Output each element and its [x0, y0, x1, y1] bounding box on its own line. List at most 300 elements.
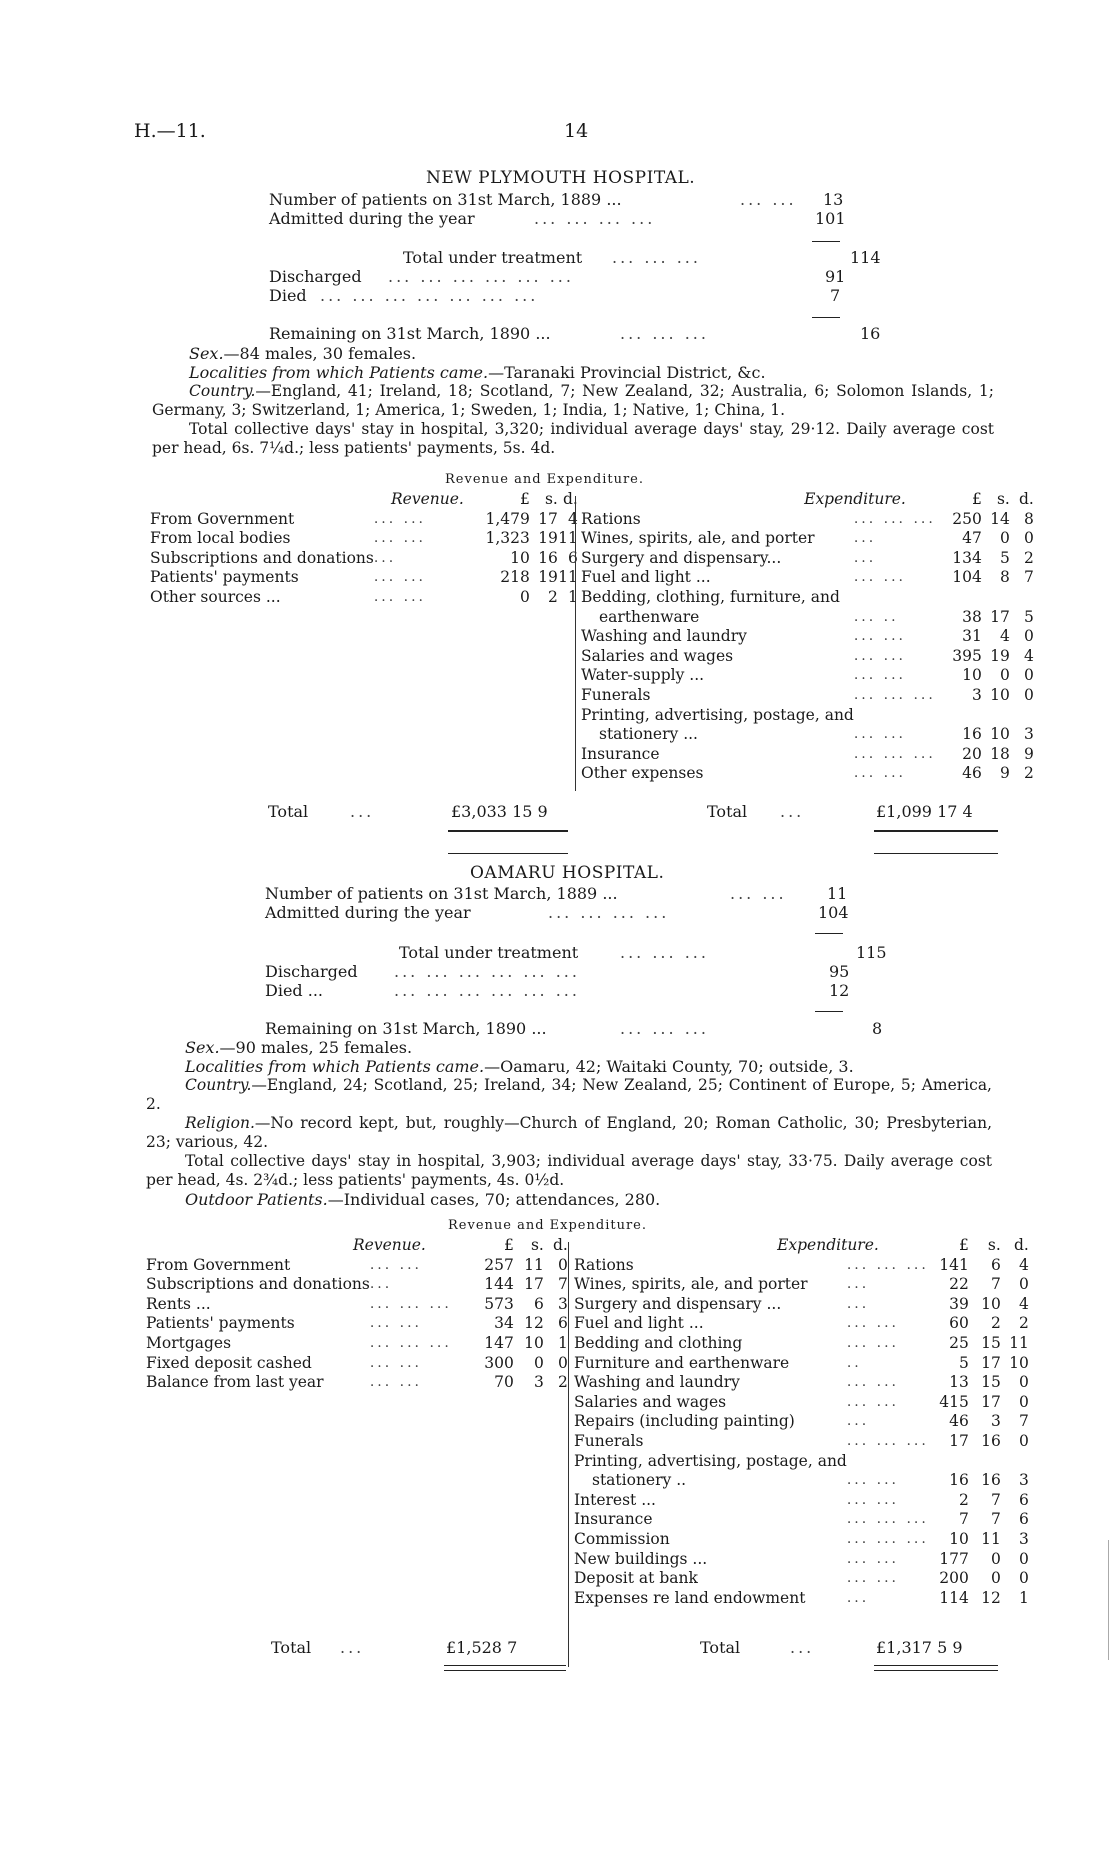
ledger-item: Insurance — [574, 1510, 653, 1529]
ledger-row — [574, 1530, 1029, 1550]
amount-pounds: 25 — [949, 1333, 969, 1352]
amount-pence: 4 — [1018, 1294, 1029, 1313]
amount-shillings: 17 — [990, 607, 1010, 626]
ledger-row — [150, 568, 578, 588]
amount-shillings: 17 — [524, 1275, 544, 1294]
leader-dots: ... ... — [369, 1374, 422, 1391]
ledger-item: Salaries and wages — [581, 646, 734, 665]
amount-pence: 0 — [557, 1255, 568, 1274]
np-patients-start-label: Number of patients on 31st March, 1889 ... — [269, 190, 622, 209]
om-admitted-value: 104 — [818, 903, 849, 922]
leader-dots: ... ... — [853, 647, 907, 664]
ledger-item: Repairs (including painting) — [574, 1412, 795, 1431]
leader-dots: ... ... ... — [846, 1511, 929, 1528]
amount-pence: 11 — [1009, 1333, 1029, 1352]
leader-dots: ... ... — [853, 667, 907, 684]
om-rev-total-label: Total — [271, 1638, 312, 1657]
leader-dots: ... ... — [846, 1334, 900, 1351]
amount-shillings: 17 — [981, 1353, 1001, 1372]
amount-pounds — [936, 588, 982, 608]
ledger-row — [581, 706, 1034, 726]
amount-shillings: 11 — [981, 1529, 1001, 1548]
amount-pounds: 13 — [949, 1373, 969, 1392]
amount-shillings: 0 — [999, 666, 1010, 685]
leader-dots: ... ... ... — [846, 1530, 929, 1547]
ledger-row — [146, 1354, 568, 1374]
np-exp-total-value: £1,099 17 4 — [876, 802, 973, 821]
amount-pounds: 20 — [962, 744, 982, 763]
leader-dots: ... — [853, 549, 877, 566]
ledger-item: Mortgages — [146, 1333, 232, 1352]
om-re-title: Revenue and Expenditure. — [448, 1218, 647, 1233]
ledger-item: Furniture and earthenware — [574, 1353, 790, 1372]
amount-shillings: 8 — [999, 568, 1010, 587]
ledger-item: New buildings ... — [574, 1549, 708, 1568]
ledger-row — [581, 725, 1034, 745]
ledger-item: Funerals — [574, 1431, 644, 1450]
leader-dots: ... ... — [846, 1374, 900, 1391]
ledger-item: Deposit at bank — [574, 1569, 698, 1588]
ledger-item: stationery ... — [599, 725, 698, 744]
leader-dots: ... ... ... — [853, 745, 936, 762]
ledger-row — [574, 1393, 1029, 1413]
om-discharged-label: Discharged — [265, 962, 358, 981]
ledger-item: From Government — [150, 509, 295, 528]
leader-dots: ... ... ... — [369, 1295, 452, 1312]
om-total-treatment-label: Total under treatment — [399, 943, 579, 962]
leader-dots: ... .. — [853, 608, 899, 625]
np-patients-start-value: 13 — [823, 190, 844, 209]
ledger-item: Commission — [574, 1529, 670, 1548]
amount-shillings: 19 — [538, 568, 558, 587]
ledger-item: Washing and laundry — [581, 627, 747, 646]
amount-pounds: 257 — [484, 1255, 514, 1274]
ledger-row — [574, 1491, 1029, 1511]
amount-shillings: 10 — [524, 1333, 544, 1352]
amount-pence: 10 — [1009, 1353, 1029, 1372]
amount-pounds: 16 — [962, 725, 982, 744]
amount-shillings: 12 — [981, 1588, 1001, 1607]
om-remaining-value: 8 — [872, 1019, 883, 1038]
amount-pounds: 573 — [484, 1294, 514, 1313]
om-sex-line: Sex.—90 males, 25 females. — [185, 1038, 413, 1057]
ledger-item: Subscriptions and donations — [146, 1275, 370, 1294]
leader-dots: ... ... ... — [853, 686, 936, 703]
amount-pounds: 22 — [949, 1275, 969, 1294]
amount-shillings: 19 — [538, 529, 558, 548]
ledger-row — [581, 529, 1034, 549]
amount-pence: 6 — [1018, 1510, 1029, 1529]
ledger-item: Fixed deposit cashed — [146, 1353, 312, 1372]
np-collective-paragraph: Total collective days' stay in hospital, 3,320; individual average days' stay, 29·12. Daily average cost per head, 6s. 7¼d.; less patients' payments, 5s. 4d. — [152, 420, 994, 457]
leader-dots: ... ... — [373, 510, 426, 527]
amount-pounds: 200 — [939, 1569, 969, 1588]
amount-shillings: 0 — [533, 1353, 544, 1372]
ledger-item: Washing and laundry — [574, 1373, 740, 1392]
amount-shillings: 3 — [990, 1412, 1001, 1431]
amount-pounds: 415 — [939, 1392, 969, 1411]
amount-pounds: 34 — [494, 1314, 514, 1333]
leader-dots: ... ... — [369, 1354, 422, 1371]
np-rev-total-value: £3,033 15 9 — [451, 802, 548, 821]
om-died-value: 12 — [829, 981, 850, 1000]
ledger-row — [150, 510, 578, 530]
ledger-row — [146, 1334, 568, 1354]
ledger-row — [581, 745, 1034, 765]
amount-shillings: 0 — [990, 1569, 1001, 1588]
om-revenue-table: Revenue. £ s. d. From Government ... ... 257 11 0 Subscriptions and donations ... 144 17 7 Rents ... ... ... ... 573 6 3 Patients' payments ... ... 34 12 6 Mortgages ... ... ... 147 10 1 Fixed deposit cashed ... ... 300 0 0 Balance from last year ... ... 70 3 2 — [146, 1236, 568, 1392]
amount-pence — [1010, 588, 1034, 608]
ledger-row — [574, 1510, 1029, 1530]
ledger-row — [574, 1373, 1029, 1393]
np-title: NEW PLYMOUTH HOSPITAL. — [426, 168, 696, 188]
ledger-row — [146, 1256, 568, 1276]
om-title: OAMARU HOSPITAL. — [470, 863, 665, 883]
amount-shillings: 10 — [990, 685, 1010, 704]
amount-pounds: 10 — [510, 548, 530, 567]
np-died-value: 7 — [830, 286, 841, 305]
amount-pounds: 395 — [952, 646, 982, 665]
amount-shillings: 6 — [990, 1255, 1001, 1274]
amount-pence: 6 — [567, 548, 578, 567]
amount-pounds: 47 — [962, 529, 982, 548]
amount-pence: 1 — [557, 1333, 568, 1352]
ledger-item: Surgery and dispensary... — [581, 548, 782, 567]
report-reference: H.—11. — [134, 120, 206, 142]
amount-shillings: 17 — [538, 509, 558, 528]
amount-shillings: 18 — [990, 744, 1010, 763]
leader-dots: ... ... — [373, 569, 426, 586]
amount-pence: 0 — [1023, 529, 1034, 548]
amount-pounds: 250 — [952, 509, 982, 528]
leader-dots: ... ... — [853, 628, 907, 645]
om-exp-total-label: Total — [700, 1638, 741, 1657]
amount-pence: 6 — [557, 1314, 568, 1333]
ledger-item: Expenses re land endowment — [574, 1588, 806, 1607]
page-number: 14 — [564, 120, 589, 142]
amount-shillings: 15 — [981, 1373, 1001, 1392]
amount-shillings: 5 — [999, 548, 1010, 567]
amount-pounds: 0 — [519, 587, 530, 606]
ledger-item: Balance from last year — [146, 1373, 324, 1392]
amount-pence: 2 — [1023, 548, 1034, 567]
ledger-item: Rations — [581, 509, 641, 528]
ledger-row — [574, 1589, 1029, 1609]
amount-pounds: 218 — [500, 568, 530, 587]
leader-dots: ... ... — [853, 726, 907, 743]
om-patients-start-label: Number of patients on 31st March, 1889 ... — [265, 884, 618, 903]
ledger-item: Other expenses — [581, 764, 704, 783]
amount-shillings: 14 — [990, 509, 1010, 528]
amount-pounds — [936, 706, 982, 726]
np-exp-total-label: Total — [707, 802, 748, 821]
amount-pounds: 2 — [958, 1490, 969, 1509]
leader-dots — [854, 706, 936, 726]
amount-pence: 11 — [558, 568, 578, 587]
leader-dots — [854, 588, 936, 608]
amount-pence: 0 — [1023, 627, 1034, 646]
ledger-item: Other sources ... — [150, 587, 281, 606]
np-remaining-label: Remaining on 31st March, 1890 ... — [269, 324, 551, 343]
ledger-item: Salaries and wages — [574, 1392, 727, 1411]
ledger-row — [146, 1373, 568, 1393]
leader-dots: ... ... — [846, 1472, 900, 1489]
amount-shillings: 0 — [990, 1549, 1001, 1568]
amount-pence: 2 — [1023, 764, 1034, 783]
amount-pounds: 7 — [958, 1510, 969, 1529]
om-collective-paragraph: Total collective days' stay in hospital, 3,903; individual average days' stay, 33·75. Daily average cost per head, 4s. 2¾d.; less patients' payments, 4s. 0½d. — [146, 1152, 992, 1189]
amount-shillings — [969, 1452, 1001, 1472]
ledger-item: Printing, advertising, postage, and — [581, 705, 854, 724]
np-expenditure-table: Expenditure. £ s. d. Rations ... ... ... 250 14 8 Wines, spirits, ale, and porter ... 47 0 0 Surgery and dispensary... ... 134 5 2 Fuel and light ... ... ... 104 8 7 Bedding, clothing, furniture, and earthenware ... .. 38 17 5 Washing and laundry ... ... 31 4 0 Salaries and wages ... ... 395 19 4 Water-supply ... ... ... 10 0 0 Funerals ... ... ... 3 10 0 Printing, advertising, postage, and stationery ... ... ... 16 10 3 Insurance ... ... ... 20 18 9 Other expenses ... ... 46 9 2 — [581, 490, 1034, 783]
ledger-item: Bedding, clothing, furniture, and — [581, 587, 840, 606]
om-expenditure-table: Expenditure. £ s. d. Rations ... ... ... 141 6 4 Wines, spirits, ale, and porter ... 22 7 0 Surgery and dispensary ... ... 39 10 4 Fuel and light ... ... ... 60 2 2 Bedding and clothing ... ... 25 15 11 Furniture and earthenware .. 5 17 10 Washing and laundry ... ... 13 15 0 Salaries and wages ... ... 415 17 0 Repairs (including painting) ... 46 3 7 Funerals ... ... ... 17 16 0 Printing, advertising, postage, and stationery .. ... ... 16 16 3 Interest ... ... ... 2 7 6 Insurance ... ... ... 7 7 6 Commission ... ... ... 10 11 3 New buildings ... ... ... 177 0 0 Deposit at bank ... ... 200 0 0 Expenses re land endowment ... 114 12 1 — [574, 1236, 1029, 1607]
leader-dots: ... ... — [846, 1491, 900, 1508]
amount-shillings: 2 — [990, 1314, 1001, 1333]
leader-dots: ... ... — [369, 1315, 422, 1332]
np-re-title: Revenue and Expenditure. — [445, 472, 644, 487]
ledger-item: Surgery and dispensary ... — [574, 1294, 782, 1313]
om-exp-total-value: £1,317 5 9 — [876, 1638, 963, 1657]
np-localities-line: Localities from which Patients came.—Taranaki Provincial District, &c. — [189, 363, 766, 382]
leader-dots: ... — [373, 549, 397, 566]
leader-dots: ... — [846, 1413, 870, 1430]
amount-pence: 0 — [1018, 1431, 1029, 1450]
amount-shillings: 16 — [538, 548, 558, 567]
np-total-treatment-value: 114 — [850, 248, 881, 267]
ledger-row — [581, 568, 1034, 588]
amount-pounds: 104 — [952, 568, 982, 587]
leader-dots: ... ... — [853, 765, 907, 782]
ledger-item: Patients' payments — [150, 568, 299, 587]
amount-pounds: 134 — [952, 548, 982, 567]
ledger-item: Insurance — [581, 744, 660, 763]
amount-pounds: 10 — [962, 666, 982, 685]
amount-pounds: 144 — [484, 1275, 514, 1294]
np-remaining-value: 16 — [860, 324, 881, 343]
ledger-item: Fuel and light ... — [574, 1314, 704, 1333]
om-patients-start-value: 11 — [827, 884, 848, 903]
amount-pence: 3 — [1023, 725, 1034, 744]
ledger-item: stationery .. — [592, 1471, 687, 1490]
leader-dots: ... — [846, 1589, 870, 1606]
amount-pounds: 3 — [971, 685, 982, 704]
amount-pence: 9 — [1023, 744, 1034, 763]
amount-pounds — [929, 1452, 969, 1472]
amount-pence: 7 — [557, 1275, 568, 1294]
leader-dots: ... ... — [846, 1393, 900, 1410]
ledger-item: Water-supply ... — [581, 666, 705, 685]
np-discharged-label: Discharged — [269, 267, 362, 286]
ledger-row — [574, 1432, 1029, 1452]
ledger-row — [574, 1334, 1029, 1354]
amount-pence: 8 — [1023, 509, 1034, 528]
amount-pounds: 177 — [939, 1549, 969, 1568]
amount-pounds: 17 — [949, 1431, 969, 1450]
amount-pounds: 31 — [962, 627, 982, 646]
amount-pence: 0 — [557, 1353, 568, 1372]
om-localities-line: Localities from which Patients came.—Oamaru, 42; Waitaki County, 70; outside, 3. — [185, 1057, 854, 1076]
np-rev-total-label: Total — [268, 802, 309, 821]
amount-shillings: 3 — [533, 1373, 544, 1392]
ledger-item: Printing, advertising, postage, and — [574, 1451, 847, 1470]
amount-pounds: 141 — [939, 1255, 969, 1274]
amount-pence: 4 — [567, 509, 578, 528]
amount-pounds: 46 — [962, 764, 982, 783]
leader-dots: ... — [846, 1295, 870, 1312]
np-discharged-value: 91 — [825, 267, 846, 286]
amount-pounds: 10 — [949, 1529, 969, 1548]
ledger-row — [146, 1295, 568, 1315]
amount-shillings: 11 — [524, 1255, 544, 1274]
amount-pence: 4 — [1018, 1255, 1029, 1274]
ledger-item: Bedding and clothing — [574, 1333, 743, 1352]
ledger-row — [581, 647, 1034, 667]
amount-pence: 2 — [1018, 1314, 1029, 1333]
amount-shillings: 10 — [990, 725, 1010, 744]
amount-pounds: 70 — [494, 1373, 514, 1392]
om-died-label: Died ... — [265, 981, 323, 1000]
leader-dots: ... — [369, 1276, 393, 1293]
amount-pounds: 16 — [949, 1471, 969, 1490]
amount-pounds: 46 — [949, 1412, 969, 1431]
amount-shillings: 12 — [524, 1314, 544, 1333]
amount-pence: 1 — [1018, 1588, 1029, 1607]
np-admitted-label: Admitted during the year — [269, 209, 475, 228]
ledger-item: Interest ... — [574, 1490, 656, 1509]
leader-dots: ... ... — [373, 530, 426, 547]
amount-shillings: 16 — [981, 1471, 1001, 1490]
ledger-item: Rations — [574, 1255, 634, 1274]
amount-shillings: 19 — [990, 646, 1010, 665]
ledger-row — [150, 588, 578, 608]
amount-pence: 0 — [1023, 685, 1034, 704]
ledger-item: Subscriptions and donations — [150, 548, 374, 567]
amount-pence: 11 — [558, 529, 578, 548]
amount-shillings: 15 — [981, 1333, 1001, 1352]
ledger-row — [581, 549, 1034, 569]
ledger-item: From local bodies — [150, 529, 291, 548]
leader-dots: .. — [846, 1354, 862, 1371]
np-died-label: Died — [269, 286, 307, 305]
leader-dots: ... — [846, 1276, 870, 1293]
amount-pence: 7 — [1018, 1412, 1029, 1431]
leader-dots: ... ... ... — [846, 1432, 929, 1449]
amount-shillings: 9 — [999, 764, 1010, 783]
amount-pence — [1001, 1452, 1029, 1472]
ledger-item: Fuel and light ... — [581, 568, 711, 587]
ledger-row — [150, 529, 578, 549]
leader-dots: ... ... — [846, 1315, 900, 1332]
amount-pounds: 39 — [949, 1294, 969, 1313]
amount-shillings: 16 — [981, 1431, 1001, 1450]
om-country-paragraph: Country.—England, 24; Scotland, 25; Ireland, 34; New Zealand, 25; Continent of Europe, 5; America, 2. — [146, 1076, 992, 1113]
amount-pence: 3 — [1018, 1529, 1029, 1548]
ledger-row — [581, 588, 1034, 608]
om-outdoor-line: Outdoor Patients.—Individual cases, 70; attendances, 280. — [185, 1190, 661, 1209]
ledger-row — [146, 1275, 568, 1295]
om-rev-total-value: £1,528 7 — [446, 1638, 518, 1657]
leader-dots: ... ... ... — [846, 1256, 929, 1273]
ledger-row — [581, 510, 1034, 530]
amount-shillings: 17 — [981, 1392, 1001, 1411]
amount-pence: 0 — [1018, 1373, 1029, 1392]
amount-shillings — [982, 706, 1010, 726]
ledger-item: Rents ... — [146, 1294, 211, 1313]
ledger-row — [574, 1314, 1029, 1334]
amount-pence: 0 — [1018, 1275, 1029, 1294]
leader-dots: ... ... ... — [853, 510, 936, 527]
amount-pence: 4 — [1023, 646, 1034, 665]
om-admitted-label: Admitted during the year — [265, 903, 471, 922]
np-country-paragraph: Country.—England, 41; Ireland, 18; Scotland, 7; New Zealand, 32; Australia, 6; Solomon Islands, 1; Germany, 3; Switzerland, 1; America, 1; Sweden, 1; India, 1; Native, 1; China, 1. — [152, 382, 994, 419]
leader-dots: ... ... — [846, 1550, 900, 1567]
leader-dots: ... ... — [853, 569, 907, 586]
ledger-row — [150, 549, 578, 569]
amount-pence — [1010, 706, 1034, 726]
amount-pence: 0 — [1023, 666, 1034, 685]
om-discharged-value: 95 — [829, 962, 850, 981]
leader-dots: ... — [853, 530, 877, 547]
ledger-row — [581, 686, 1034, 706]
ledger-row — [146, 1314, 568, 1334]
np-revenue-table: Revenue. £ s. d. From Government ... ... 1,479 17 4 From local bodies ... ... 1,323 19 11 Subscriptions and donations ... 10 16 6 Patients' payments ... ... 218 19 11 Other sources ... ... ... 0 2 1 — [150, 490, 578, 606]
ledger-row — [574, 1550, 1029, 1570]
amount-pence: 3 — [557, 1294, 568, 1313]
amount-pence: 1 — [567, 587, 578, 606]
amount-pence: 0 — [1018, 1549, 1029, 1568]
amount-shillings: 6 — [533, 1294, 544, 1313]
ledger-item: Patients' payments — [146, 1314, 295, 1333]
amount-shillings: 7 — [990, 1510, 1001, 1529]
amount-pence: 5 — [1023, 607, 1034, 626]
ledger-item: Wines, spirits, ale, and porter — [581, 529, 815, 548]
leader-dots: ... ... ... — [369, 1334, 452, 1351]
amount-pence: 7 — [1023, 568, 1034, 587]
document-page: H.—11. 14 NEW PLYMOUTH HOSPITAL. Number of patients on 31st March, 1889 ... ... ... 13 Admitted during the year ... ... ... ... 101 Total under treatment ... ... ... 114 Discharged ... ... ... ... ... ... 91 Died ... ... ... ... ... ... ... 7 Remaining on 31st March, 1890 ... ... ... ... 16 Sex.—84 males, 30 females. Localities from which Patients came.—Taranaki Provincial District, &c. Country.—England, 41; Ireland, 18; Scotland, 7; New Zealand, 32; Australia, 6; Solomon Islands, 1; Germany, 3; Switzerland, 1; America, 1; Sweden, 1; India, 1; Native, 1; China, 1. Total collective days' stay in hospital, 3,320; individual average days' stay, 29·12. Daily average cost per head, 6s. 7¼d.; less patients' payments, 5s. 4d. Revenue and Expenditure. Revenue. £ s. d. From Government ... ... 1,479 17 4 From local bodies ... ... 1,323 19 11 Subscriptions and donations ... 10 16 6 Patients' payments ... ... 218 19 11 Other sources ... ... ... 0 2 1 Expenditure. £ s. d. Rations ... ... ... 250 14 8 Wines, spirits, ale, and porter ... 47 0 0 Surgery and dispensary... ... 134 5 2 Fuel and light ... ... ... 104 8 7 Bedding, clothing, furniture, and earthenware ... .. 38 17 5 Washing and laundry ... ... 31 4 0 Salaries and wages ... ... 395 19 4 Water-supply ... ... ... 10 0 0 Funerals ... ... ... 3 10 0 Printing, advertising, postage, and stationery ... ... ... 16 10 3 Insurance ... ... ... 20 18 9 Other expenses ... ... 46 9 2 Total ... £3,033 15 9 Total ... £1,099 17 4 OAMARU HOSPITAL. Number of patients on 31st March, 1889 ... ... ... 11 Admitted during the year ... ... ... ... 104 Total under treatment ... ... ... 115 Discharged ... ... ... ... ... ... 95 Died ... ... ... ... ... ... ... 12 Remaining on 31st March, 1890 ... ... ... ... 8 Sex.—90 males, 25 females. Localities from which Patients came.—Oamaru, 42; Waitaki County, 70; outside, 3. Country.—England, 24; Scotland, 25; Ireland, 34; New Zealand, 25; Continent of Europe, 5; America, 2. Religion.—No record kept, but, roughly—Church of England, 20; Roman Catholic, 30; Presbyterian, 23; various, 42. Total collective days' stay in hospital, 3,903; individual average days' stay, 33·75. Daily average cost per head, 4s. 2¾d.; less patients' payments, 4s. 0½d. Outdoor Patients.—Individual cases, 70; attendances, 280. Revenue and Expenditure. Revenue. £ s. d. From Government ... ... 257 11 0 Subscriptions and donations ... 144 17 7 Rents ... ... ... ... 573 6 3 Patients' payments ... ... 34 12 6 Mortgages ... ... ... 147 10 1 Fixed deposit cashed ... ... 300 0 0 Balance from last year ... ... 70 3 2 Expenditure. £ s. d. Rations ... ... ... 141 6 4 Wines, spirits, ale, and porter ... 22 7 0 Surgery and dispensary ... ... 39 10 4 Fuel and light ... ... ... 60 2 2 Bedding and clothing ... ... 25 15 11 Furniture and earthenware .. 5 17 10 Washing and laundry ... ... 13 15 0 Salaries and wages ... ... 415 17 0 Repairs (including painting) ... 46 3 7 Funerals ... ... ... 17 16 0 Printing, advertising, postage, and stationery .. ... ... 16 16 3 Interest ... ... ... 2 7 6 Insurance ... ... ... 7 7 6 Commission ... ... ... 10 11 3 New buildings ... ... ... 177 0 0 Deposit at bank ... ... 200 0 0 Expenses re land endowment ... 114 12 1 Total ... £1,528 7 Total ... £1,317 5 9 — [0, 0, 1114, 1849]
amount-shillings: 10 — [981, 1294, 1001, 1313]
ledger-row — [574, 1275, 1029, 1295]
amount-pounds: 114 — [939, 1588, 969, 1607]
amount-pounds: 1,479 — [485, 509, 530, 528]
ledger-row — [574, 1412, 1029, 1432]
amount-pounds: 147 — [484, 1333, 514, 1352]
amount-pence: 3 — [1018, 1471, 1029, 1490]
ledger-row — [574, 1295, 1029, 1315]
amount-pence: 0 — [1018, 1392, 1029, 1411]
om-religion-paragraph: Religion.—No record kept, but, roughly—Church of England, 20; Roman Catholic, 30; Presbyterian, 23; various, 42. — [146, 1114, 992, 1151]
amount-shillings: 7 — [990, 1275, 1001, 1294]
amount-shillings: 0 — [999, 529, 1010, 548]
amount-pence: 0 — [1018, 1569, 1029, 1588]
np-admitted-value: 101 — [815, 209, 846, 228]
om-total-treatment-value: 115 — [856, 943, 887, 962]
amount-pence: 6 — [1018, 1490, 1029, 1509]
amount-pounds: 300 — [484, 1353, 514, 1372]
ledger-item: Funerals — [581, 685, 651, 704]
ledger-item: earthenware — [599, 607, 700, 626]
ledger-item: From Government — [146, 1255, 291, 1274]
leader-dots: ... ... — [373, 588, 426, 605]
amount-pounds: 5 — [958, 1353, 969, 1372]
amount-shillings: 7 — [990, 1490, 1001, 1509]
ledger-row — [574, 1471, 1029, 1491]
ledger-row — [581, 627, 1034, 647]
ledger-row — [581, 608, 1034, 628]
leader-dots: ... ... — [846, 1570, 900, 1587]
ledger-row — [574, 1452, 1029, 1472]
amount-pounds: 1,323 — [485, 529, 530, 548]
